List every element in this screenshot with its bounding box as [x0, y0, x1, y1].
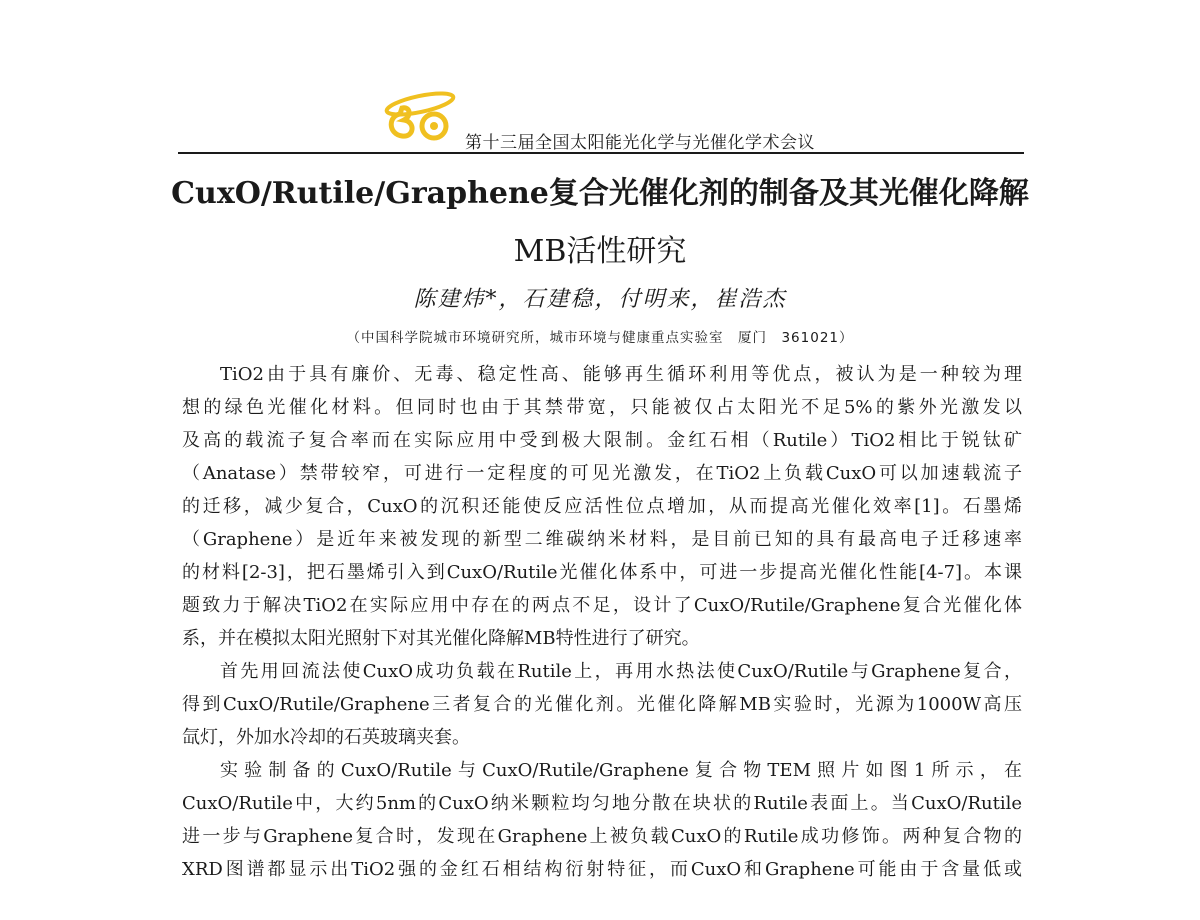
body-line: XRD图谱都显示出TiO2强的金红石相结构衍射特征，而CuxO和Graphene可能由于含量低或 — [182, 859, 1022, 880]
body-line: （Graphene）是近年来被发现的新型二维碳纳米材料，是目前已知的具有最高电子迁移速率 — [182, 529, 1022, 550]
paper-title-line-2: MB活性研究 — [513, 234, 687, 269]
body-line: 氙灯，外加水冷却的石英玻璃夹套。 — [182, 727, 470, 748]
conference-name: 第十三届全国太阳能光化学与光催化学术会议 — [465, 133, 815, 153]
body-line: 系，并在模拟太阳光照射下对其光催化降解MB特性进行了研究。 — [182, 628, 700, 649]
body-line: （Anatase）禁带较窄，可进行一定程度的可见光激发，在TiO2上负载CuxO可以加速载流子 — [182, 463, 1022, 484]
body-line: 得到CuxO/Rutile/Graphene三者复合的光催化剂。光催化降解MB实验时，光源为1000W高压 — [182, 694, 1022, 715]
body-line: 实验制备的CuxO/Rutile与CuxO/Rutile/Graphene复合物TEM照片如图1所示，在 — [220, 760, 1022, 781]
body-line: 的材料[2-3]，把石墨烯引入到CuxO/Rutile光催化体系中，可进一步提高光催化性能[4-7]。本课 — [182, 562, 1022, 583]
body-line: 的迁移，减少复合，CuxO的沉积还能使反应活性位点增加，从而提高光催化效率[1]。石墨烯 — [182, 496, 1022, 517]
body-line: CuxO/Rutile中，大约5nm的CuxO纳米颗粒均匀地分散在块状的Rutile表面上。当CuxO/Rutile — [182, 793, 1022, 814]
affiliation: （中国科学院城市环境研究所，城市环境与健康重点实验室 厦门 361021） — [346, 330, 854, 346]
body-line: 及高的载流子复合率而在实际应用中受到极大限制。金红石相（Rutile）TiO2相比于锐钛矿 — [182, 430, 1022, 451]
body-line: 想的绿色光催化材料。但同时也由于其禁带宽，只能被仅占太阳光不足5%的紫外光激发以 — [182, 397, 1022, 418]
author-list: 陈建炜*，石建稳，付明来，崔浩杰 — [413, 287, 787, 312]
body-line: 题致力于解决TiO2在实际应用中存在的两点不足，设计了CuxO/Rutile/Graphene复合光催化体 — [182, 595, 1022, 616]
body-line: TiO2由于具有廉价、无毒、稳定性高、能够再生循环利用等优点，被认为是一种较为理 — [220, 364, 1022, 385]
body-line: 进一步与Graphene复合时，发现在Graphene上被负载CuxO的Rutile成功修饰。两种复合物的 — [182, 826, 1022, 847]
body-line: 首先用回流法使CuxO成功负载在Rutile上，再用水热法使CuxO/Rutile与Graphene复合， — [220, 661, 1022, 682]
paper-title-line-1: CuxO/Rutile/Graphene复合光催化剂的制备及其光催化降解 — [171, 176, 1029, 211]
85-anniversary-logo — [378, 86, 462, 146]
header-divider — [178, 152, 1024, 154]
